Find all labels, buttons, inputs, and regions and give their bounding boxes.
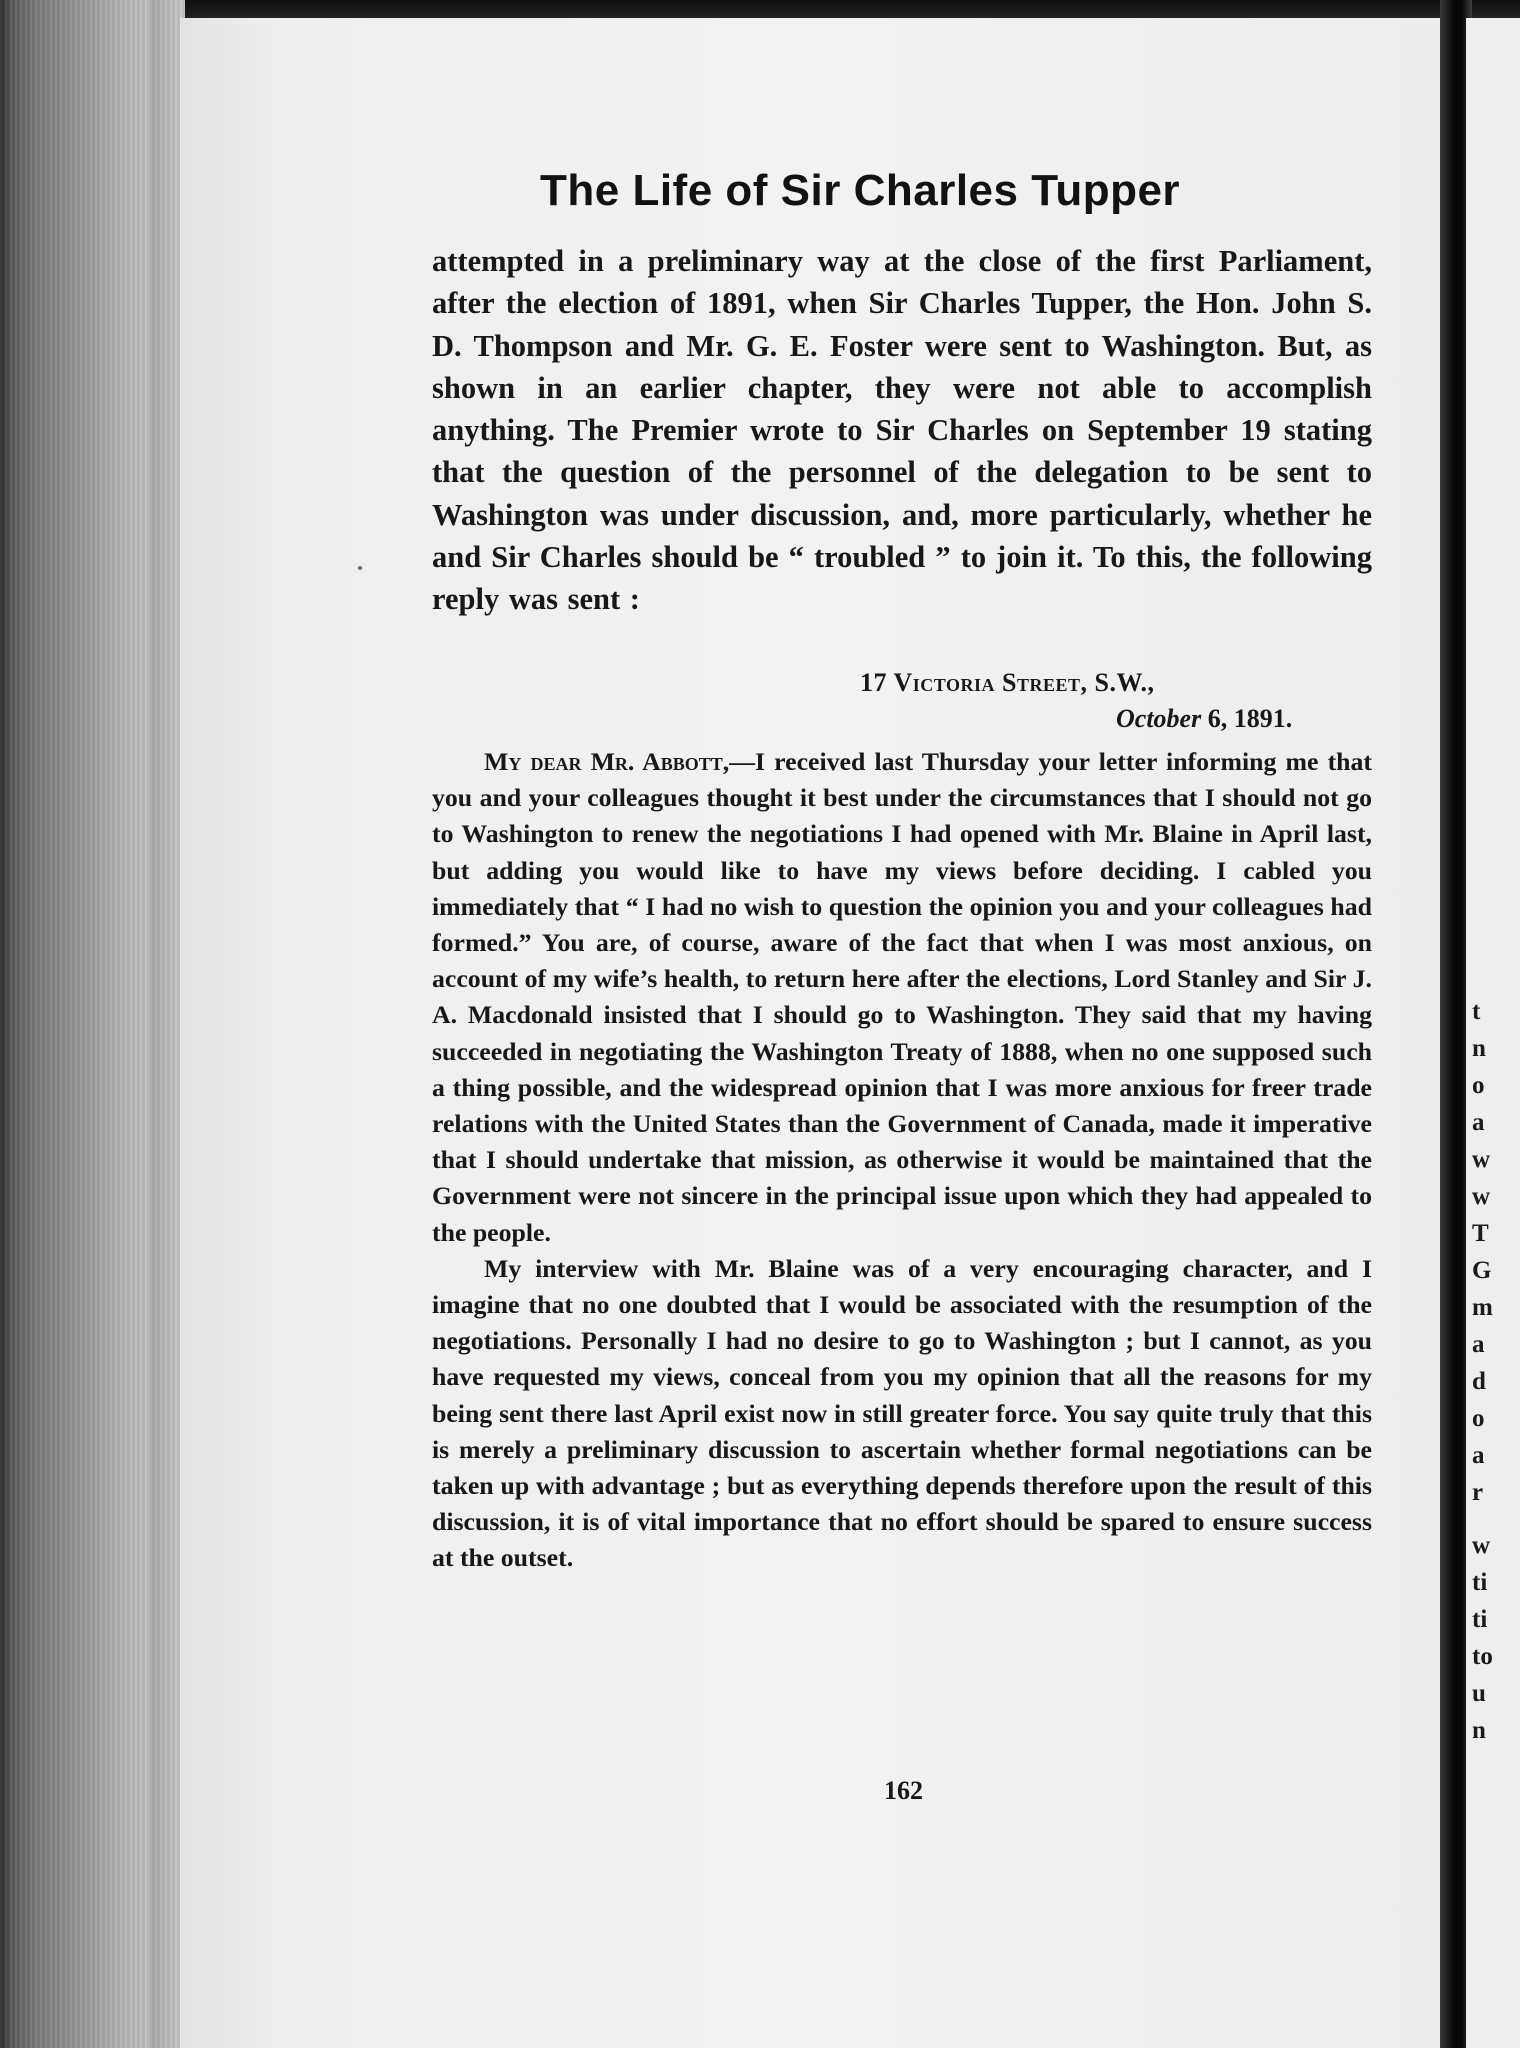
fragment: n [1472,1717,1486,1744]
letter-address-text: 17 Victoria Street, S.W., [860,668,1155,697]
fragment: ti [1472,1606,1488,1633]
facing-page-text-fragments [1472,993,1520,1749]
paper-speck [358,566,362,570]
fragment: w [1472,1183,1491,1210]
letter-salutation: My dear Mr. Abbott, [484,747,730,776]
running-header: The Life of Sir Charles Tupper [540,166,1181,215]
fragment: a [1472,1109,1485,1136]
fragment-gap [1472,1511,1520,1527]
page-number: 162 [884,1776,923,1805]
letter-address [860,668,1155,698]
letter-paragraph-1-text: —I received last Thursday your letter informing me that you and your colleagues thought it best under the circumstances that I should not go to Washington to renew the negotiations I had opened with Mr. Blaine in April last, but adding you would like to have my views before deciding. I cabled you immediately that “ I had no wish to question the opinion you and your colleagues had formed.” You are, of course, aware of the fact that when I was most anxious, on account of my wife’s health, to return here after the elections, Lord Stanley and Sir J. A. Macdonald insisted that I should go to Washington. They said that my having succeeded in negotiating the Washington Treaty of 1888, when no one supposed such a thing possible, and the widespread opinion that I was more anxious for freer trade relations with the United States than the Government of Canada, made it imperative that I should undertake that mission, as otherwise it would be maintained that the Government were not sincere in the principal issue upon which they had appealed to the people. [432,747,1372,1247]
fragment: T [1472,1220,1489,1247]
fragment: m [1472,1294,1493,1321]
fragment: o [1472,1072,1485,1099]
letter-date-rest: 6, 1891. [1201,704,1293,733]
main-paragraph: attempted in a preliminary way at the close of the first Parliament, after the election of 1891, when Sir Charles Tupper, the Hon. John S. D. Thompson and Mr. G. E. Foster were sent to Washington. But, as shown in an earlier chapter, they were not able to accomplish anything. The Premier wrote to Sir Charles on September 19 stating that the question of the personnel of the delegation to be sent to Washington was under discussion, and, more particularly, whether he and Sir Charles should be “ troubled ” to join it. To this, the following reply was sent : [432,244,1372,617]
fragment: u [1472,1680,1486,1707]
fragment: o [1472,1405,1485,1432]
letter-paragraph-1 [432,744,1372,1251]
fragment: to [1472,1643,1493,1670]
letter-body [432,744,1372,1577]
facing-page [1466,18,1520,2048]
fragment: a [1472,1331,1485,1358]
fragment: ti [1472,1569,1488,1596]
fragment: r [1472,1479,1484,1506]
letter-date [1116,704,1292,734]
fragment: t [1472,998,1481,1025]
letter-paragraph-2: My interview with Mr. Blaine was of a very encouraging character, and I imagine that no one doubted that I would be associated with the resumption of the negotiations. Personally I had no desire to go to Washington ; but I cannot, as you have requested my views, conceal from you my opinion that all the reasons for my being sent there last April exist now in still greater force. You say quite truly that this is merely a preliminary discussion to ascertain whether formal negotiations can be taken up with advantage ; but as everything depends therefore upon the result of this discussion, it is of vital importance that no effort should be spared to ensure success at the outset. [432,1253,1372,1573]
letter-date-month: October [1116,704,1202,733]
fragment: G [1472,1257,1492,1284]
fragment: n [1472,1035,1486,1062]
fragment: w [1472,1146,1491,1173]
fragment: d [1472,1368,1486,1395]
fragment: w [1472,1532,1491,1559]
fragment: a [1472,1442,1485,1469]
